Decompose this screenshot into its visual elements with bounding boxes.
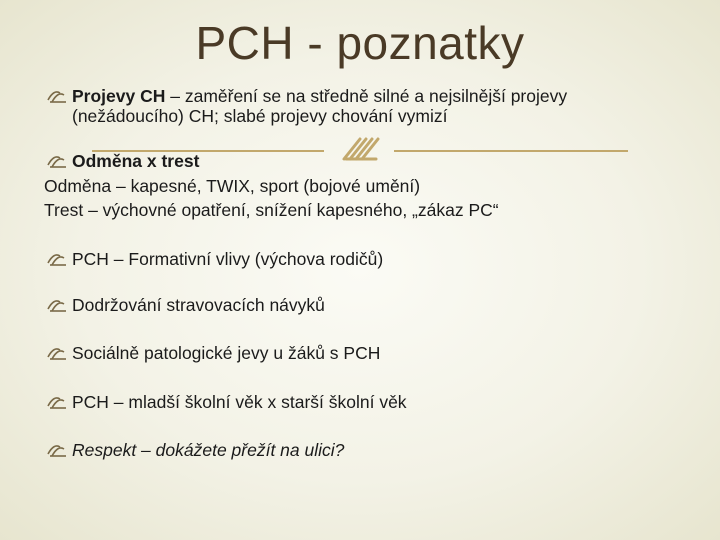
punishment-line: Trest – výchovné opatření, snížení kapesného, „zákaz PC“ [44,200,499,220]
item-text: – zaměření se na středně silné a nejsilnější projevy [165,86,568,106]
reward-line: Odměna – kapesné, TWIX, sport (bojové umění) [44,176,421,196]
item-text-line2: (nežádoucího) CH; slabé projevy chování vymizí [72,106,448,126]
double-leaf-bullet-icon [46,86,72,106]
item-text: PCH – mladší školní věk x starší školní věk [72,392,407,412]
double-leaf-bullet-icon [46,151,72,171]
item-heading: Odměna x trest [72,151,200,171]
ornament-icon [336,133,384,165]
double-leaf-bullet-icon [46,440,72,460]
item-text: Dodržování stravovacích návyků [72,295,325,315]
item-heading: Projevy CH [72,86,166,106]
title-divider-right [394,150,628,152]
list-item [46,392,407,412]
list-item [46,151,199,171]
double-leaf-bullet-icon [46,249,72,269]
double-leaf-bullet-icon [46,392,72,412]
double-leaf-bullet-icon [46,343,72,363]
list-item [46,343,380,363]
item-text: Sociálně patologické jevy u žáků s PCH [72,343,381,363]
item-text: Respekt – dokážete přežít na ulici? [72,440,345,460]
list-item [46,295,325,315]
slide-title: PCH - poznatky [195,17,525,69]
list-item [46,249,383,269]
list-item [46,440,344,460]
list-item [46,86,567,126]
double-leaf-bullet-icon [46,295,72,315]
item-text: PCH – Formativní vlivy (výchova rodičů) [72,249,384,269]
